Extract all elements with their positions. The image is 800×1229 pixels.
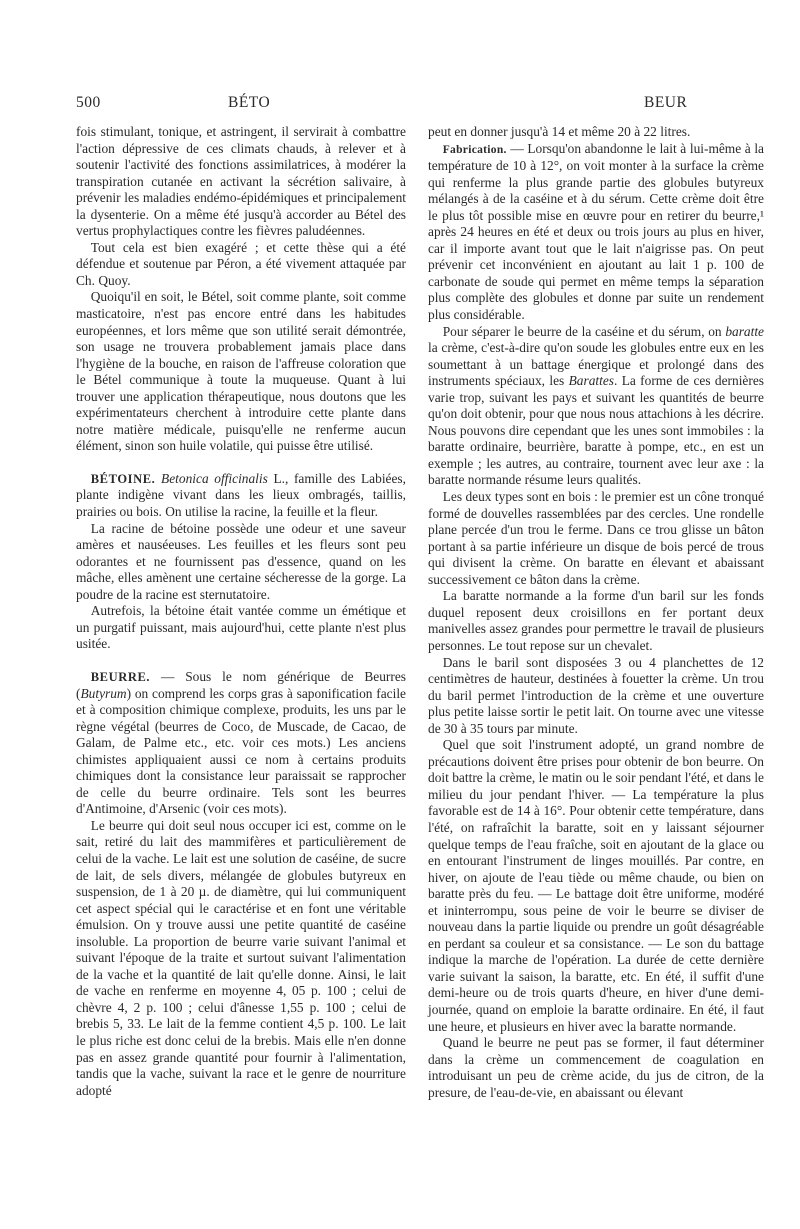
paragraph: Le beurre qui doit seul nous occuper ici est, comme on le sait, retiré du lait des mammifères et particulièrement de celui de la vache. Le lait est une solution de caséine, de sucre de lait, de sels divers, mélangée de globules butyreux en suspension, de 1 à 20 µ. de diamètre, qui lui communiquent cet aspect spécial qui le caractérise et en font une véritable émulsion. On y trouve aussi une petite quantité de caséine insoluble. La proportion de beurre varie suivant l'animal et suivant l'époque de la traite et surtout suivant l'alimentation de la vache et la quantité de lait qu'elle donne. Ainsi, le lait de vache en renferme en moyenne 4, 05 p. 100 ; celui de chèvre 4, 2 p. 100 ; celui d'ânesse 1,55 p. 100 ; celui de brebis 5, 33. Le lait de la femme contient 4,5 p. 100. Le lait le plus riche est donc celui de la brebis. Mais elle n'en donne pas en assez grande quantité pour fournir à l'alimentation, tandis que la vache, suivant la race et le genre de nourriture adopté (76, 817, 406, 1098)
paragraph: Quel que soit l'instrument adopté, un grand nombre de précautions doivent être prises pour obtenir de bon beurre. On doit battre la crème, le matin ou le soir pendant l'été, et dans le milieu du jour pendant l'hiver. — La température la plus favorable est de 14 à 16°. Pour obtenir cette température, dans l'été, on rafraîchit la baratte, soit en y laissant séjourner quelque temps de l'eau fraîche, soit en ajoutant de la glace ou en entourant l'instrument de linges mouillés. Par contre, en hiver, on ajoute de l'eau tiède ou même chaude, ou bien on baratte près du feu. — Le battage doit être uniforme, modéré et ininterrompu, sous peine de voir le beurre se diviser de nouveau dans la partie liquide ou prendre un goût désagréable en perdant sa couleur et sa consistance. — Le son du battage indique la marche de l'opération. La durée de cette dernière varie suivant la saison, la baratte, etc. En été, il suffit d'une demi-heure ou de trois quarts d'heure, en hiver d'une demi-journée, quand on emploie la baratte ordinaire. En été, il faut une heure, et plusieurs en hiver avec la baratte normande. (428, 737, 764, 1034)
paragraph: Les deux types sont en bois : le premier est un cône tronqué formé de douvelles rassemblées par des cercles. Une rondelle plane percée d'un trou le ferme. Dans ce trou glisse un bâton portant à sa partie inférieure un disque de bois percé de trous qui divisent la crème. On baratte en élevant et abaissant successivement ce bâton dans la crème. (428, 489, 764, 587)
text-run: Pour séparer le beurre de la caséine et du sérum, on (442, 323, 726, 339)
paragraph: Dans le baril sont disposées 3 ou 4 planchettes de 12 centimètres de hauteur, destinées à fouetter la crème. Un trou du baril permet l'introduction de la crème et une ouverture plus petite laisse sortir le petit lait. On tourne avec une vitesse de 30 à 35 tours par minute. (428, 654, 764, 736)
paragraph: La baratte normande a la forme d'un baril sur les fonds duquel reposent deux croisillons en fer portant deux manivelles assez grandes pour permettre le travail de plusieurs personnes. Le tout repose sur un chevalet. (428, 588, 764, 653)
running-header (76, 94, 766, 116)
paragraph (428, 324, 764, 489)
entry-text: — Sous le nom générique de Beurres ( (76, 668, 406, 701)
entry-text: L., famille des Labiées, plante indigène vivant dans les lieux ombragés, taillis, prairies ou bois. On utilise la racine, la feuille et la fleur. (76, 470, 406, 520)
text-run: . La forme de ces dernières varie trop, suivant les pays et suivant les quantités de beurre qu'on doit obtenir, pour que nous nous attachions à les décrire. Nous pouvons dire cependant que les unes sont immobiles : la baratte ordinaire, beurrière, baratte à pompe, etc., en est un exemple ; les autres, au contraire, tournent avec leur axe : la baratte normande résume leurs qualités. (428, 373, 764, 488)
italic-term: baratte (725, 323, 764, 339)
entry-text: ) on comprend les corps gras à saponification facile et à composition chimique complexe, produits, les uns par le règne végétal (beurres de Coco, de Muscade, de Cacao, de Galam, de Palme etc., etc. voir ces mots.) Les anciens chimistes appliquaient aussi ce nom à certains produits chimiques dont la consistance leur paraissait se rapprocher de celle du beurre ordinaire. Tels sont les beurres d'Antimoine, d'Arsenic (voir ces mots). (76, 685, 406, 817)
italic-term: Barattes (568, 373, 614, 389)
paragraph: Autrefois, la bétoine était vantée comme un émétique et un purgatif puissant, mais aujourd'hui, cette plante n'est plus usitée. (76, 603, 406, 652)
page-number: 500 (76, 94, 101, 111)
headword-beurre: BEURRE. (90, 669, 151, 684)
section-text: — Lorsqu'on abandonne le lait à lui-même à la température de 10 à 12°, on voit monter à la surface la crème qui renferme la plus grande partie des globules butyreux mélangés à de la caséine et à du sérum. Cette crème doit être le plus tôt possible mise en œuvre pour en retirer du beurre,¹ après 24 heures en été et deux ou trois jours au plus en hiver, car il importe avant tout que le lait n'aigrisse pas. On peut prévenir cet inconvénient en ajoutant au lait 1 p. 100 de carbonate de soude qui permet en même temps la séparation plus complète des globules et donne par suite un rendement plus considérable. (428, 140, 764, 323)
paragraph: Tout cela est bien exagéré ; et cette thèse qui a été défendue et soutenue par Péron, a été vivement attaquée par Ch. Quoy. (76, 239, 406, 288)
headword-betoine: BÉTOINE. (90, 471, 156, 486)
entry-beurre (76, 669, 406, 818)
running-head-right: BEUR (644, 94, 688, 111)
latin-name: Betonica officinalis (161, 470, 268, 486)
left-column (76, 124, 406, 1099)
latin-name: Butyrum (80, 685, 127, 701)
entry-betoine (76, 471, 406, 521)
paragraph: fois stimulant, tonique, et astringent, il servirait à combattre l'action dépressive de ces climats chauds, à relever et à soutenir l'activité des fonctions assimilatrices, à modérer la transpiration cutanée en activant la sécrétion salivaire, à prévenir les maladies endémo-épidémiques et principalement la dysenterie. On a même été jusqu'à accorder au Bétel des vertus prophylactiques contre les fièvres paludéennes. (76, 124, 406, 239)
paragraph: La racine de bétoine possède une odeur et une saveur amères et nauséeuses. Les feuilles et les fleurs sont peu odorantes et ne fournissent pas d'essence, quand on les mâche, elles amènent une certaine sécheresse de la gorge. La poudre de la racine est sternutatoire. (76, 520, 406, 602)
section-fabrication (428, 141, 764, 324)
paragraph: Quand le beurre ne peut pas se former, il faut déterminer dans la crème un commencement de coagulation en introduisant un peu de crème acide, du jus de citron, de la presure, de l'eau-de-vie, en abaissant ou élevant (428, 1035, 764, 1100)
paragraph: peut en donner jusqu'à 14 et même 20 à 22 litres. (428, 124, 691, 139)
subheading-fabrication: Fabrication. (442, 143, 507, 156)
right-column (428, 124, 764, 1101)
text-run: la crème, c'est-à-dire qu'on soude les globules entre eux en les soumettant à un battage énergique et prolongé dans des instruments spéciaux, les (428, 340, 764, 389)
running-head-left: BÉTO (228, 94, 271, 111)
paragraph: Quoiqu'il en soit, le Bétel, soit comme plante, soit comme masticatoire, n'est pas encore entré dans les habitudes européennes, et lors même que son utilité serait démontrée, son usage ne trouvera probablement jamais place dans l'hygiène de la bouche, en raison de l'affreuse coloration que le Bétel communique à toute la muqueuse. Quant à lui trouver une application thérapeutique, nous doutons que les expérimentateurs cherchent à introduire cette plante dans notre matière médicale, puisqu'elle ne renferme aucun élément, sinon son huile volatile, qui puisse être utilisé. (76, 289, 406, 454)
